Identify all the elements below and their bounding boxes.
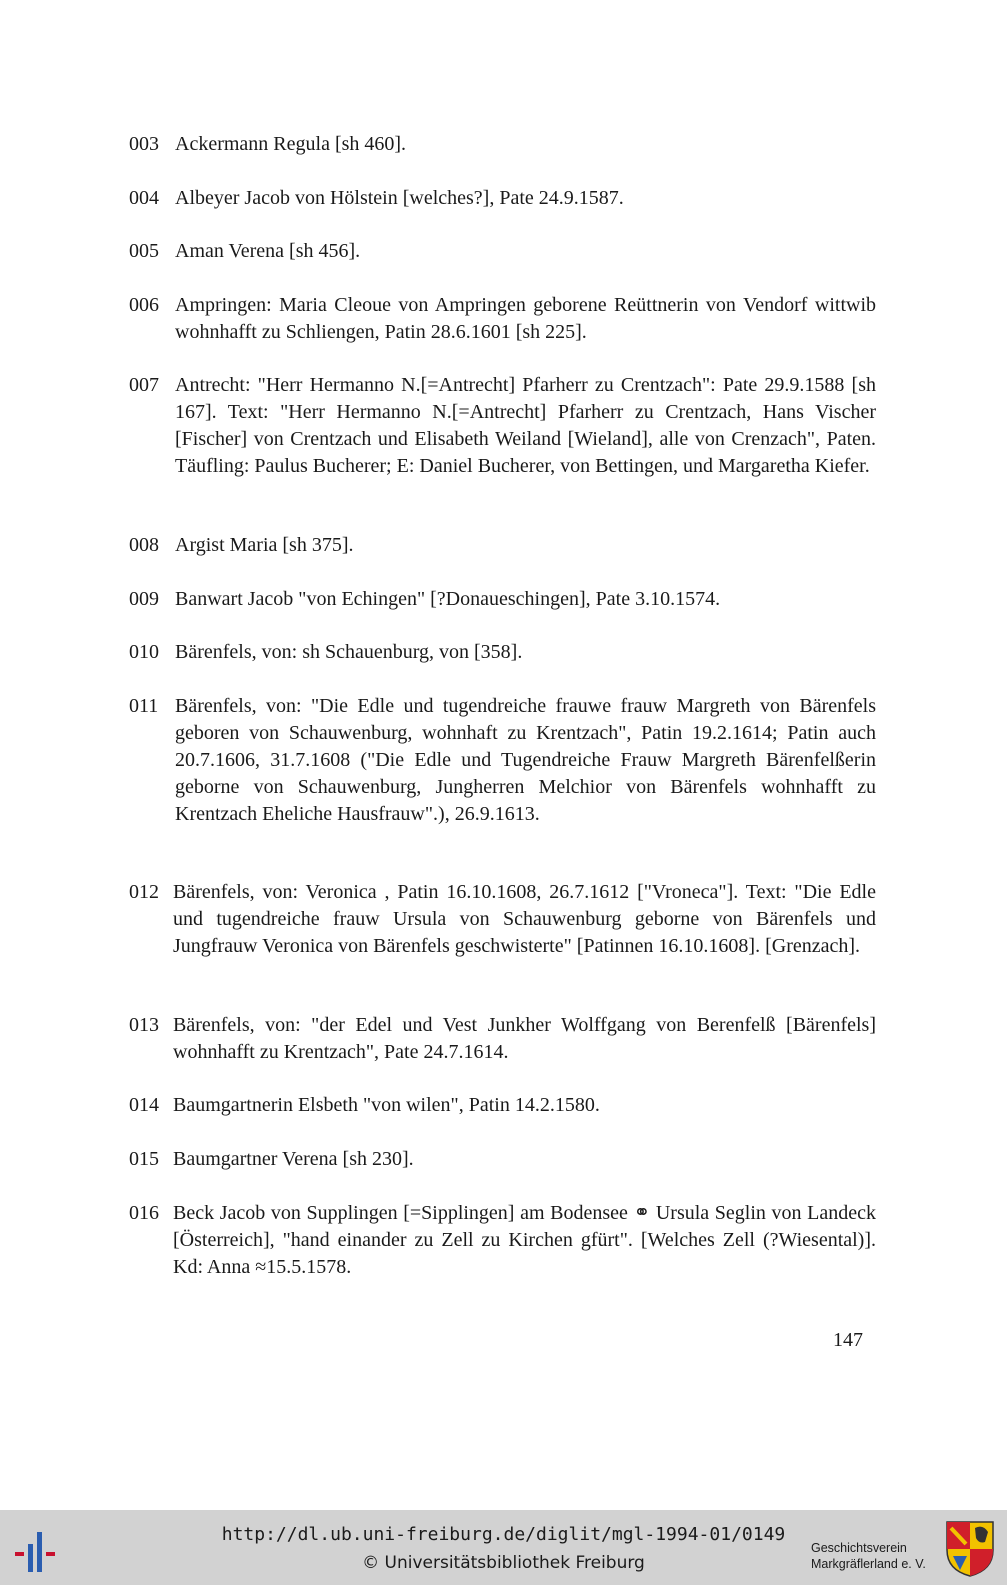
copyright-notice: © Universitätsbibliothek Freiburg [362, 1553, 645, 1573]
entry-016 [129, 1200, 876, 1281]
entry-011 [129, 693, 876, 828]
entry-013 [129, 1012, 876, 1066]
entry-text: Ampringen: Maria Cleoue von Ampringen geborene Reüttnerin von Vendorf wittwib wohnhafft zu Schliengen, Patin 28.6.1601 [sh 225]. [175, 294, 876, 343]
entry-number: 013 [129, 1014, 159, 1036]
entry-012 [129, 879, 876, 960]
society-name-line2: Markgräflerland e. V. [811, 1557, 926, 1571]
entry-text: Aman Verena [sh 456]. [175, 240, 361, 262]
page-number: 147 [833, 1329, 863, 1351]
entry-text: Bärenfels, von: "der Edel und Vest Junkher Wolffgang von Berenfelß [Bärenfels] wohnhafft zu Krentzach", Pate 24.7.1614. [173, 1014, 876, 1063]
entry-text: Antrecht: "Herr Hermanno N.[=Antrecht] Pfarherr zu Crentzach": Pate 29.9.1588 [sh 167]. Text: "Herr Hermanno N.[=Antrecht] Pfarherr zu Crentzach, Hans Vischer [Fischer] von Crentzach und Elisabeth Weiland [Wieland], alle von Crenzach", Paten. Täufling: Paulus Bucherer; E: Daniel Bucherer, von Bettingen, und Margaretha Kiefer. [175, 374, 876, 477]
entry-text: Baumgartnerin Elsbeth "von wilen", Patin 14.2.1580. [173, 1094, 600, 1116]
entry-number: 009 [129, 588, 159, 610]
entry-008 [129, 532, 876, 559]
entry-text: Banwart Jacob "von Echingen" [?Donaueschingen], Pate 3.10.1574. [175, 588, 721, 610]
entry-number: 007 [129, 374, 159, 396]
society-name-line1: Geschichtsverein [811, 1541, 907, 1555]
society-name [811, 1540, 941, 1572]
entry-number: 003 [129, 133, 159, 155]
entry-009 [129, 586, 876, 613]
entry-text: Bärenfels, von: Veronica , Patin 16.10.1608, 26.7.1612 ["Vroneca"]. Text: "Die Edle und tugendreiche frauw Ursula von Schauwenburg geborne von Bärenfels und Jungfrauw Veronica von Bärenfels geschwisterte" [Patinnen 16.10.1608]. [Grenzach]. [173, 881, 876, 957]
entry-number: 005 [129, 240, 159, 262]
entry-number: 008 [129, 534, 159, 556]
entry-010 [129, 639, 876, 666]
entry-007 [129, 372, 876, 480]
entry-text: Albeyer Jacob von Hölstein [welches?], Pate 24.9.1587. [175, 187, 624, 209]
entry-number: 016 [129, 1202, 159, 1224]
entry-text: Baumgartner Verena [sh 230]. [173, 1148, 414, 1170]
entry-number: 012 [129, 881, 159, 903]
entry-number: 006 [129, 294, 159, 316]
entry-text: Argist Maria [sh 375]. [175, 534, 354, 556]
entry-number: 015 [129, 1148, 159, 1170]
coat-of-arms-icon [945, 1520, 995, 1578]
entry-005 [129, 238, 876, 265]
entry-004 [129, 185, 876, 212]
entry-006 [129, 292, 876, 346]
permalink-url[interactable]: http://dl.ub.uni-freiburg.de/diglit/mgl-1994-01/0149 [221, 1524, 786, 1545]
entry-text: Ackermann Regula [sh 460]. [175, 133, 407, 155]
entry-number: 010 [129, 641, 159, 663]
footer-bar [0, 1510, 1007, 1585]
entry-015 [129, 1146, 876, 1173]
entry-text: Bärenfels, von: "Die Edle und tugendreiche frauwe frauw Margreth von Bärenfels geboren von Schauwenburg, wohnhaft zu Krentzach", Patin 19.2.1614; Patin auch 20.7.1606, 31.7.1608 ("Die Edle und Tugendreiche Frauw Margreth Bärenfelßerin geborne von Schauwenburg, Jungherren Melchior von Bärenfels wohnhafft zu Krentzach Eheliche Hausfrauw".), 26.9.1613. [175, 695, 876, 825]
entry-text: Beck Jacob von Supplingen [=Sipplingen] am Bodensee ⚭ Ursula Seglin von Landeck [Österreich], "hand einander zu Zell zu Kirchen gfürt". [Welches Zell (?Wiesental)]. Kd: Anna ≈15.5.1578. [173, 1202, 876, 1278]
entry-003 [129, 131, 876, 158]
entry-text: Bärenfels, von: sh Schauenburg, von [358]. [175, 641, 523, 663]
entry-number: 014 [129, 1094, 159, 1116]
entry-number: 011 [129, 695, 159, 717]
entry-014 [129, 1092, 876, 1119]
entry-number: 004 [129, 187, 159, 209]
